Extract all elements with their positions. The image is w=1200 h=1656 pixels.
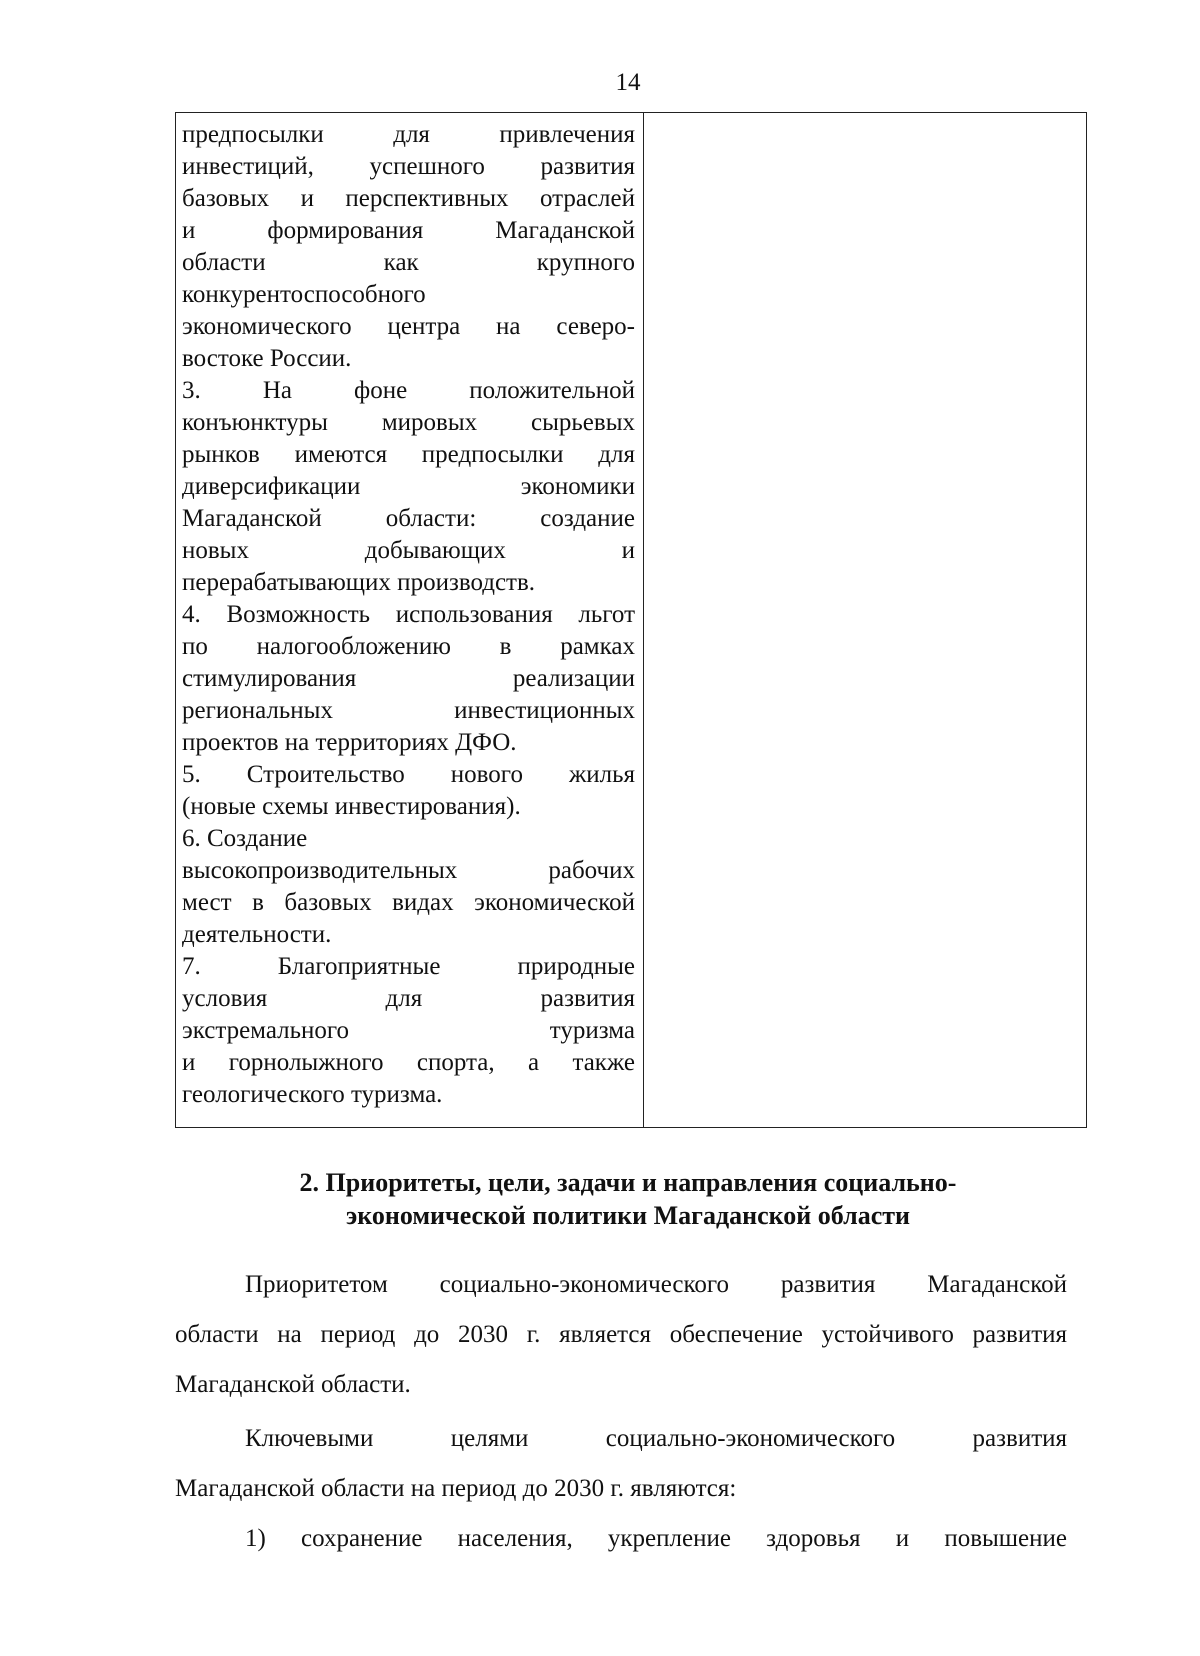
page-number: 14: [615, 69, 641, 96]
table-line: 7. Благоприятные природные: [182, 953, 635, 980]
table-cell-left: [176, 113, 644, 1128]
table-line: перерабатывающих производств.: [182, 569, 536, 596]
table-line: геологического туризма.: [182, 1081, 443, 1108]
table-line: базовых и перспективных отраслей: [182, 185, 635, 212]
paragraph-line: Приоритетом социально-экономического развития Магаданской: [245, 1271, 1067, 1298]
section-heading-line: экономической политики Магаданской области: [345, 1201, 910, 1230]
table-line: востоке России.: [182, 345, 352, 372]
table-line: и горнолыжного спорта, а также: [182, 1049, 635, 1076]
table-line: 4. Возможность использования льгот: [182, 601, 635, 628]
swot-table: [175, 112, 1087, 1128]
table-line: экстремального туризма: [182, 1017, 635, 1044]
table-line: экономического центра на северо-: [182, 313, 635, 340]
table-line: инвестиций, успешного развития: [182, 153, 635, 180]
table-line: конъюнктуры мировых сырьевых: [182, 409, 635, 436]
table-line: региональных инвестиционных: [182, 697, 635, 724]
table-line: (новые схемы инвестирования).: [182, 793, 521, 820]
section-heading: [0, 1166, 1200, 1232]
table-line: стимулирования реализации: [182, 665, 635, 692]
table-line: 5. Строительство нового жилья: [182, 761, 635, 788]
table-line: и формирования Магаданской: [182, 217, 635, 244]
table-line: 3. На фоне положительной: [182, 377, 635, 404]
table-row: [176, 113, 1087, 1128]
table-line: рынков имеются предпосылки для: [182, 441, 635, 468]
table-line: условия для развития: [182, 985, 635, 1012]
paragraph-line: 1) сохранение населения, укрепление здоровья и повышение: [245, 1525, 1067, 1552]
table-line: 6. Создание: [182, 825, 308, 852]
table-line: новых добывающих и: [182, 537, 635, 564]
table-cell-right: [644, 113, 1087, 1128]
paragraph-line: Ключевыми целями социально-экономического развития: [245, 1425, 1067, 1452]
paragraph-line: Магаданской области на период до 2030 г. являются:: [175, 1475, 737, 1502]
body-paragraph-goals: [175, 1414, 1067, 1564]
table-line: мест в базовых видах экономической: [182, 889, 635, 916]
paragraph-line: Магаданской области.: [175, 1371, 411, 1398]
table-line: предпосылки для привлечения: [182, 121, 635, 148]
table-line: диверсификации экономики: [182, 473, 635, 500]
table-line: высокопроизводительных рабочих: [182, 857, 635, 884]
table-line: конкурентоспособного: [182, 281, 426, 308]
body-paragraph-priority: [175, 1260, 1067, 1410]
paragraph-line: области на период до 2030 г. является обеспечение устойчивого развития: [175, 1321, 1067, 1348]
table-line: по налогообложению в рамках: [182, 633, 635, 660]
table-line: деятельности.: [182, 921, 332, 948]
table-line: проектов на территориях ДФО.: [182, 729, 517, 756]
section-heading-line: 2. Приоритеты, цели, задачи и направления социально-: [299, 1168, 957, 1197]
table-line: Магаданской области: создание: [182, 505, 635, 532]
table-line: области как крупного: [182, 249, 635, 276]
